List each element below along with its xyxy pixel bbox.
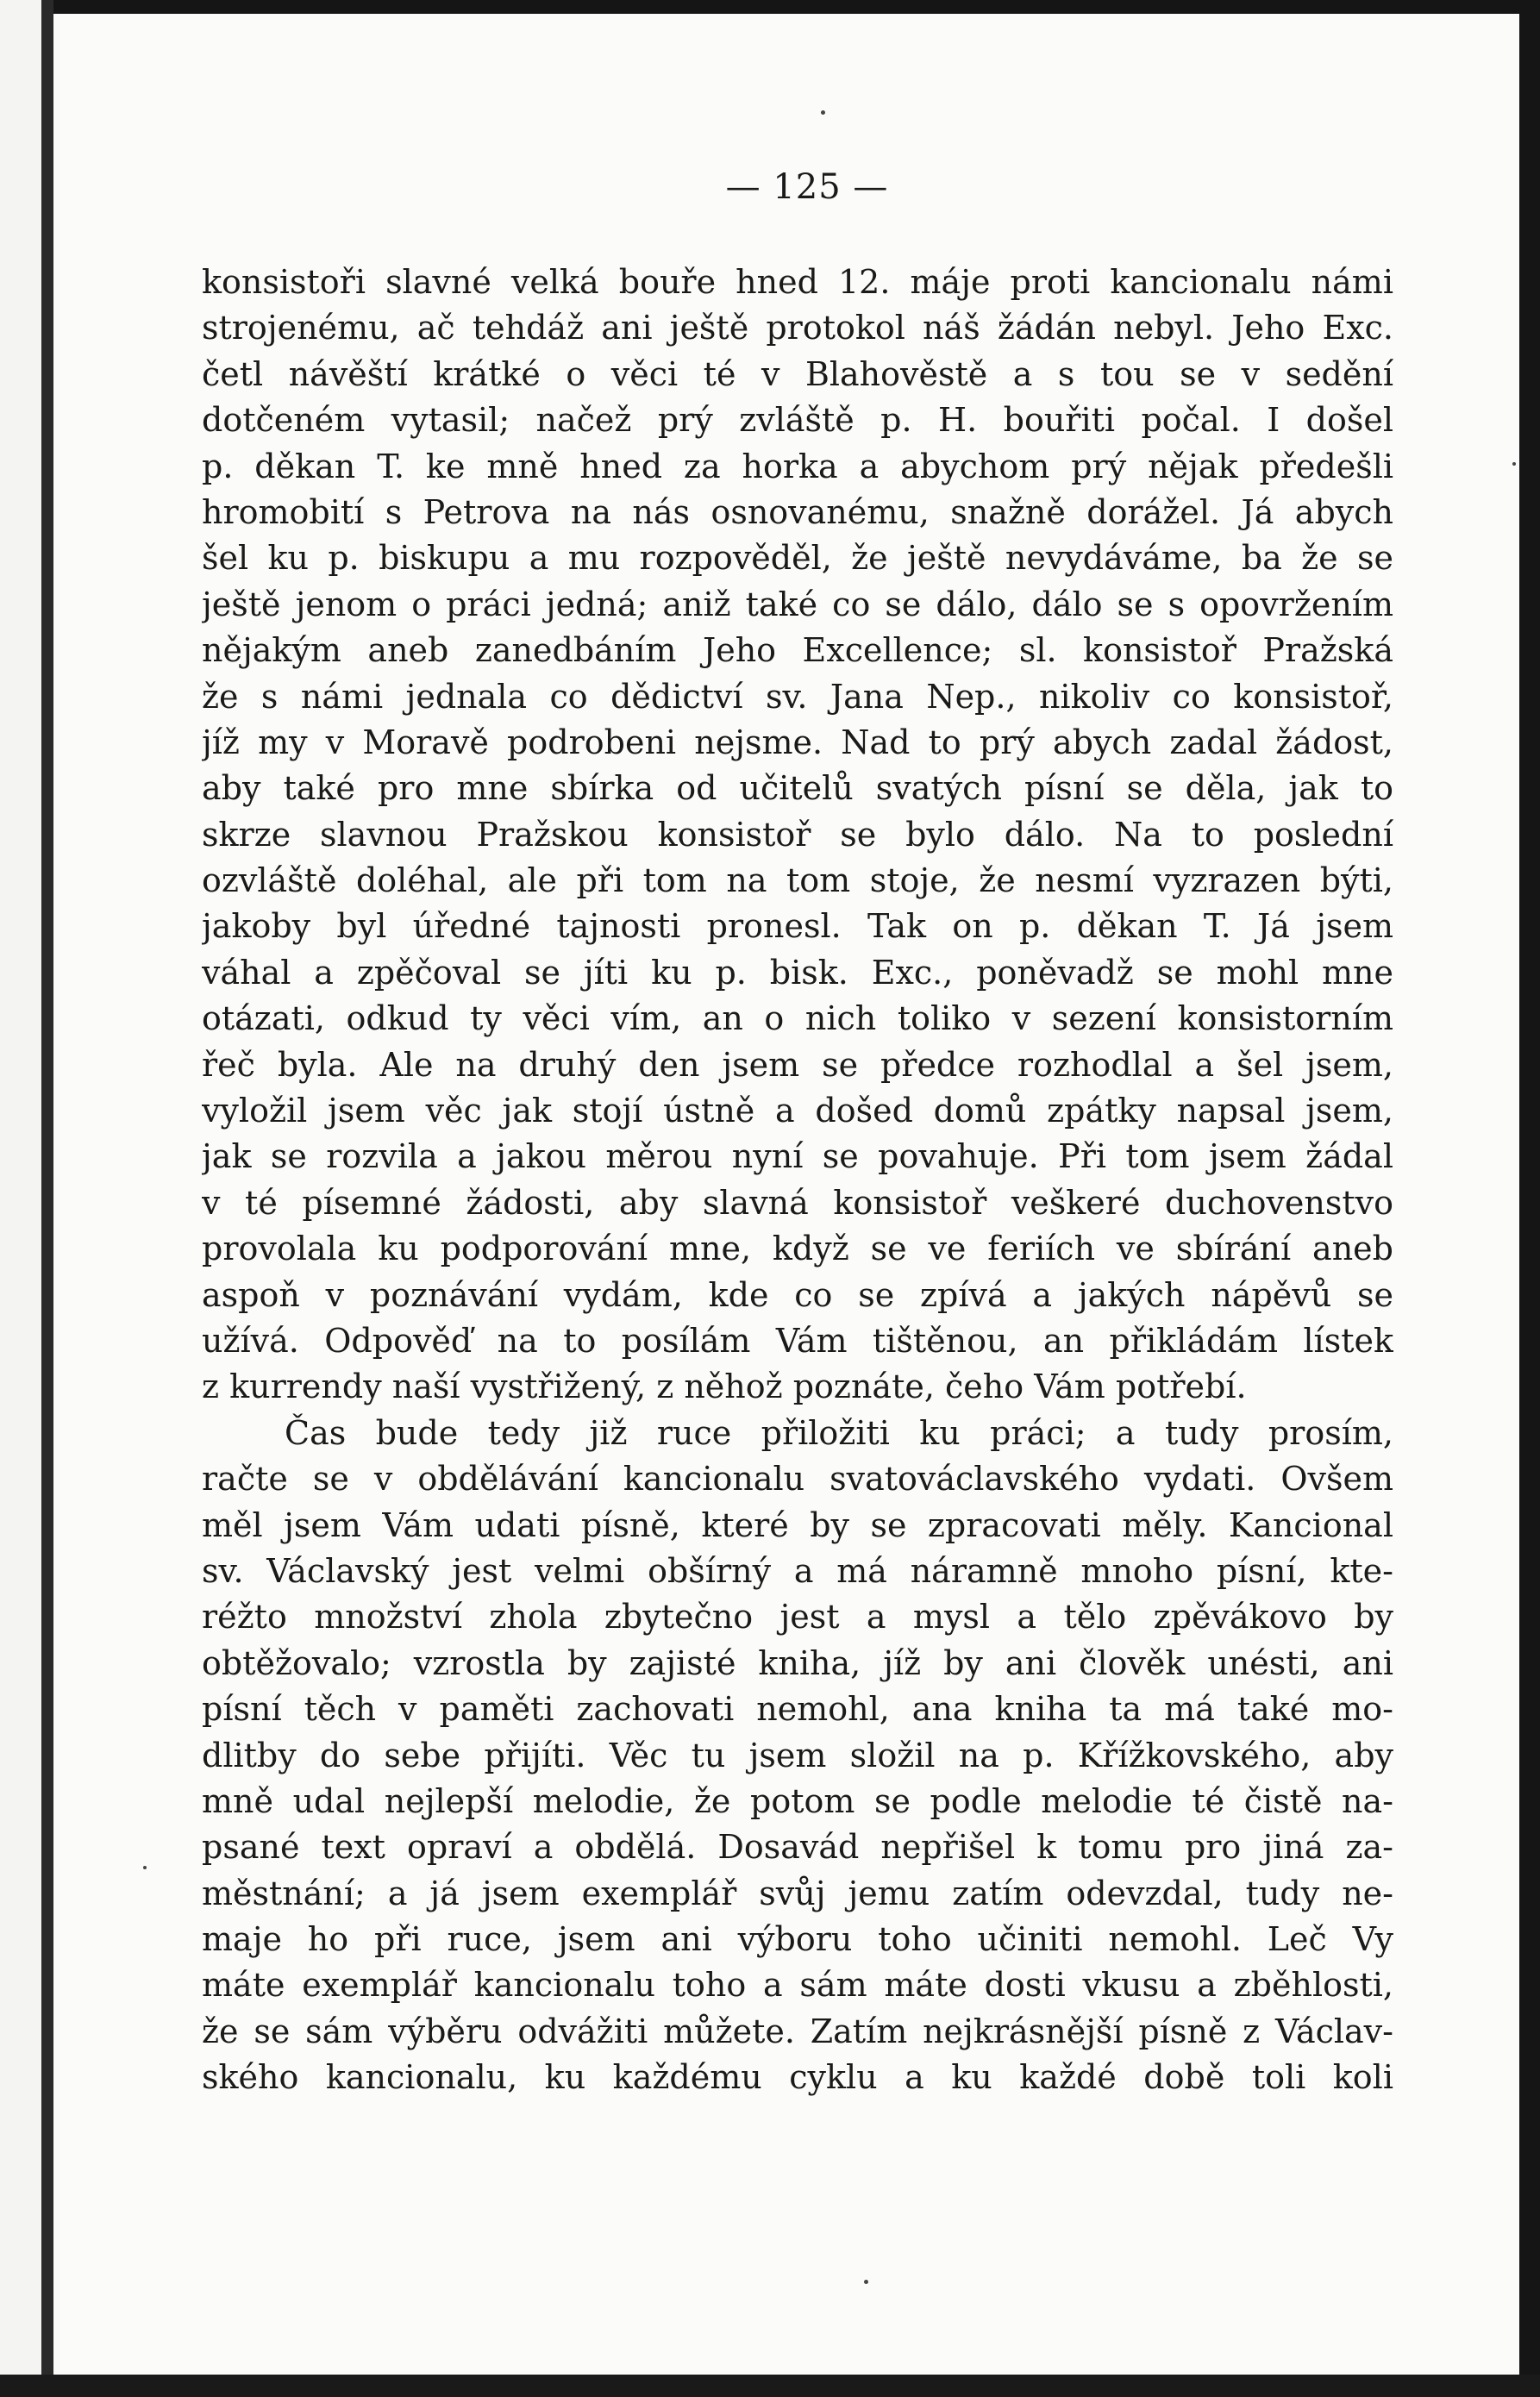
scan-speck — [1512, 462, 1516, 466]
text-line: obtěžovalo; vzrostla by zajisté kniha, jíž by ani člověk unésti, ani — [202, 1643, 1393, 1682]
text-line: písní těch v paměti zachovati nemohl, ana kniha ta má také mo- — [202, 1690, 1393, 1729]
text-line: četl návěští krátké o věci té v Blahověstě a s tou se v sedění — [202, 354, 1393, 393]
text-line: z kurrendy naší vystřižený, z něhož poznáte, čeho Vám potřebí. — [202, 1367, 1247, 1406]
text-line: aby také pro mne sbírka od učitelů svatých písní se děla, jak to — [202, 769, 1393, 808]
text-line: jíž my v Moravě podrobeni nejsme. Nad to prý abych zadal žádost, — [202, 723, 1393, 761]
text-line: konsistoři slavné velká bouře hned 12. máje proti kancionalu námi — [202, 263, 1393, 301]
scan-bottom-border — [0, 2375, 1540, 2397]
text-line: strojenému, ač tehdáž ani ještě protokol náš žádán nebyl. Jeho Exc. — [202, 309, 1393, 347]
scan-speck — [864, 2280, 868, 2284]
body-text — [202, 260, 1393, 2101]
text-line: provolala ku podporování mne, když se ve feriích ve sbírání aneb — [202, 1230, 1393, 1268]
text-line: ozvláště doléhal, ale při tom na tom stoje, že nesmí vyzrazen býti, — [202, 861, 1393, 900]
text-line: hromobití s Petrova na nás osnovanému, snažně dorážel. Já abych — [202, 492, 1393, 531]
text-line: Čas bude tedy již ruce přiložiti ku práci; a tudy prosím, — [285, 1413, 1393, 1452]
text-line: vyložil jsem věc jak stojí ústně a došed domů zpátky napsal jsem, — [202, 1092, 1393, 1130]
text-line: otázati, odkud ty věci vím, an o nich toliko v sezení konsistorním — [202, 999, 1393, 1038]
text-line: že s námi jednala co dědictví sv. Jana Nep., nikoliv co konsistoř, — [202, 677, 1393, 716]
text-line: máte exemplář kancionalu toho a sám máte dosti vkusu a zběhlosti, — [202, 1966, 1393, 2005]
text-line: ještě jenom o práci jedná; aniž také co se dálo, dálo se s opovržením — [202, 585, 1393, 623]
text-line: skrze slavnou Pražskou konsistoř se bylo dálo. Na to poslední — [202, 815, 1393, 854]
text-line: jakoby byl úředné tajnosti pronesl. Tak on p. děkan T. Já jsem — [202, 907, 1393, 946]
text-line: sv. Václavský jest velmi obšírný a má náramně mnoho písní, kte- — [202, 1551, 1393, 1590]
text-line: městnání; a já jsem exemplář svůj jemu zatím odevzdal, tudy ne- — [202, 1874, 1393, 1912]
scan-speck — [143, 1866, 147, 1869]
text-line: račte se v obdělávání kancionalu svatováclavského vydati. Ovšem — [202, 1460, 1393, 1499]
text-line: mně udal nejlepší melodie, že potom se podle melodie té čistě na- — [202, 1781, 1393, 1820]
text-line: nějakým aneb zanedbáním Jeho Excellence; sl. konsistoř Pražská — [202, 631, 1393, 670]
text-line: váhal a zpěčoval se jíti ku p. bisk. Exc., poněvadž se mohl mne — [202, 953, 1393, 992]
text-line: psané text opraví a obdělá. Dosavád nepřišel k tomu pro jiná za- — [202, 1828, 1393, 1867]
book-page — [53, 14, 1519, 2375]
text-line: dotčeném vytasil; načež prý zvláště p. H. bouřiti počal. I došel — [202, 401, 1393, 440]
text-line: v té písemné žádosti, aby slavná konsistoř veškeré duchovenstvo — [202, 1183, 1393, 1222]
text-line: ského kancionalu, ku každému cyklu a ku každé době toli koli — [202, 2058, 1393, 2097]
text-line: řeč byla. Ale na druhý den jsem se předce rozhodlal a šel jsem, — [202, 1045, 1393, 1084]
text-line: šel ku p. biskupu a mu rozpověděl, že ještě nevydáváme, ba že se — [202, 539, 1393, 578]
page-number: — 125 — — [725, 167, 889, 207]
adjacent-page-edge — [0, 0, 41, 2397]
text-line: dlitby do sebe přijíti. Věc tu jsem složil na p. Křížkovského, aby — [202, 1736, 1393, 1774]
text-line: že se sám výběru odvážiti můžete. Zatím nejkrásnější písně z Václav- — [202, 2012, 1393, 2050]
scan-speck — [821, 110, 825, 115]
binding-shadow — [41, 0, 53, 2397]
text-line: jak se rozvila a jakou měrou nyní se povahuje. Při tom jsem žádal — [202, 1137, 1393, 1176]
text-line: p. děkan T. ke mně hned za horka a abychom prý nějak předešli — [202, 447, 1393, 485]
text-line: maje ho při ruce, jsem ani výboru toho učiniti nemohl. Leč Vy — [202, 1920, 1393, 1959]
text-line: užívá. Odpověď na to posílám Vám tištěnou, an přikládám lístek — [202, 1321, 1393, 1360]
text-line: réžto množství zhola zbytečno jest a mysl a tělo zpěvákovo by — [202, 1598, 1393, 1637]
text-line: aspoň v poznávání vydám, kde co se zpívá a jakých nápěvů se — [202, 1275, 1393, 1314]
text-line: měl jsem Vám udati písně, které by se zpracovati měly. Kancional — [202, 1505, 1393, 1544]
